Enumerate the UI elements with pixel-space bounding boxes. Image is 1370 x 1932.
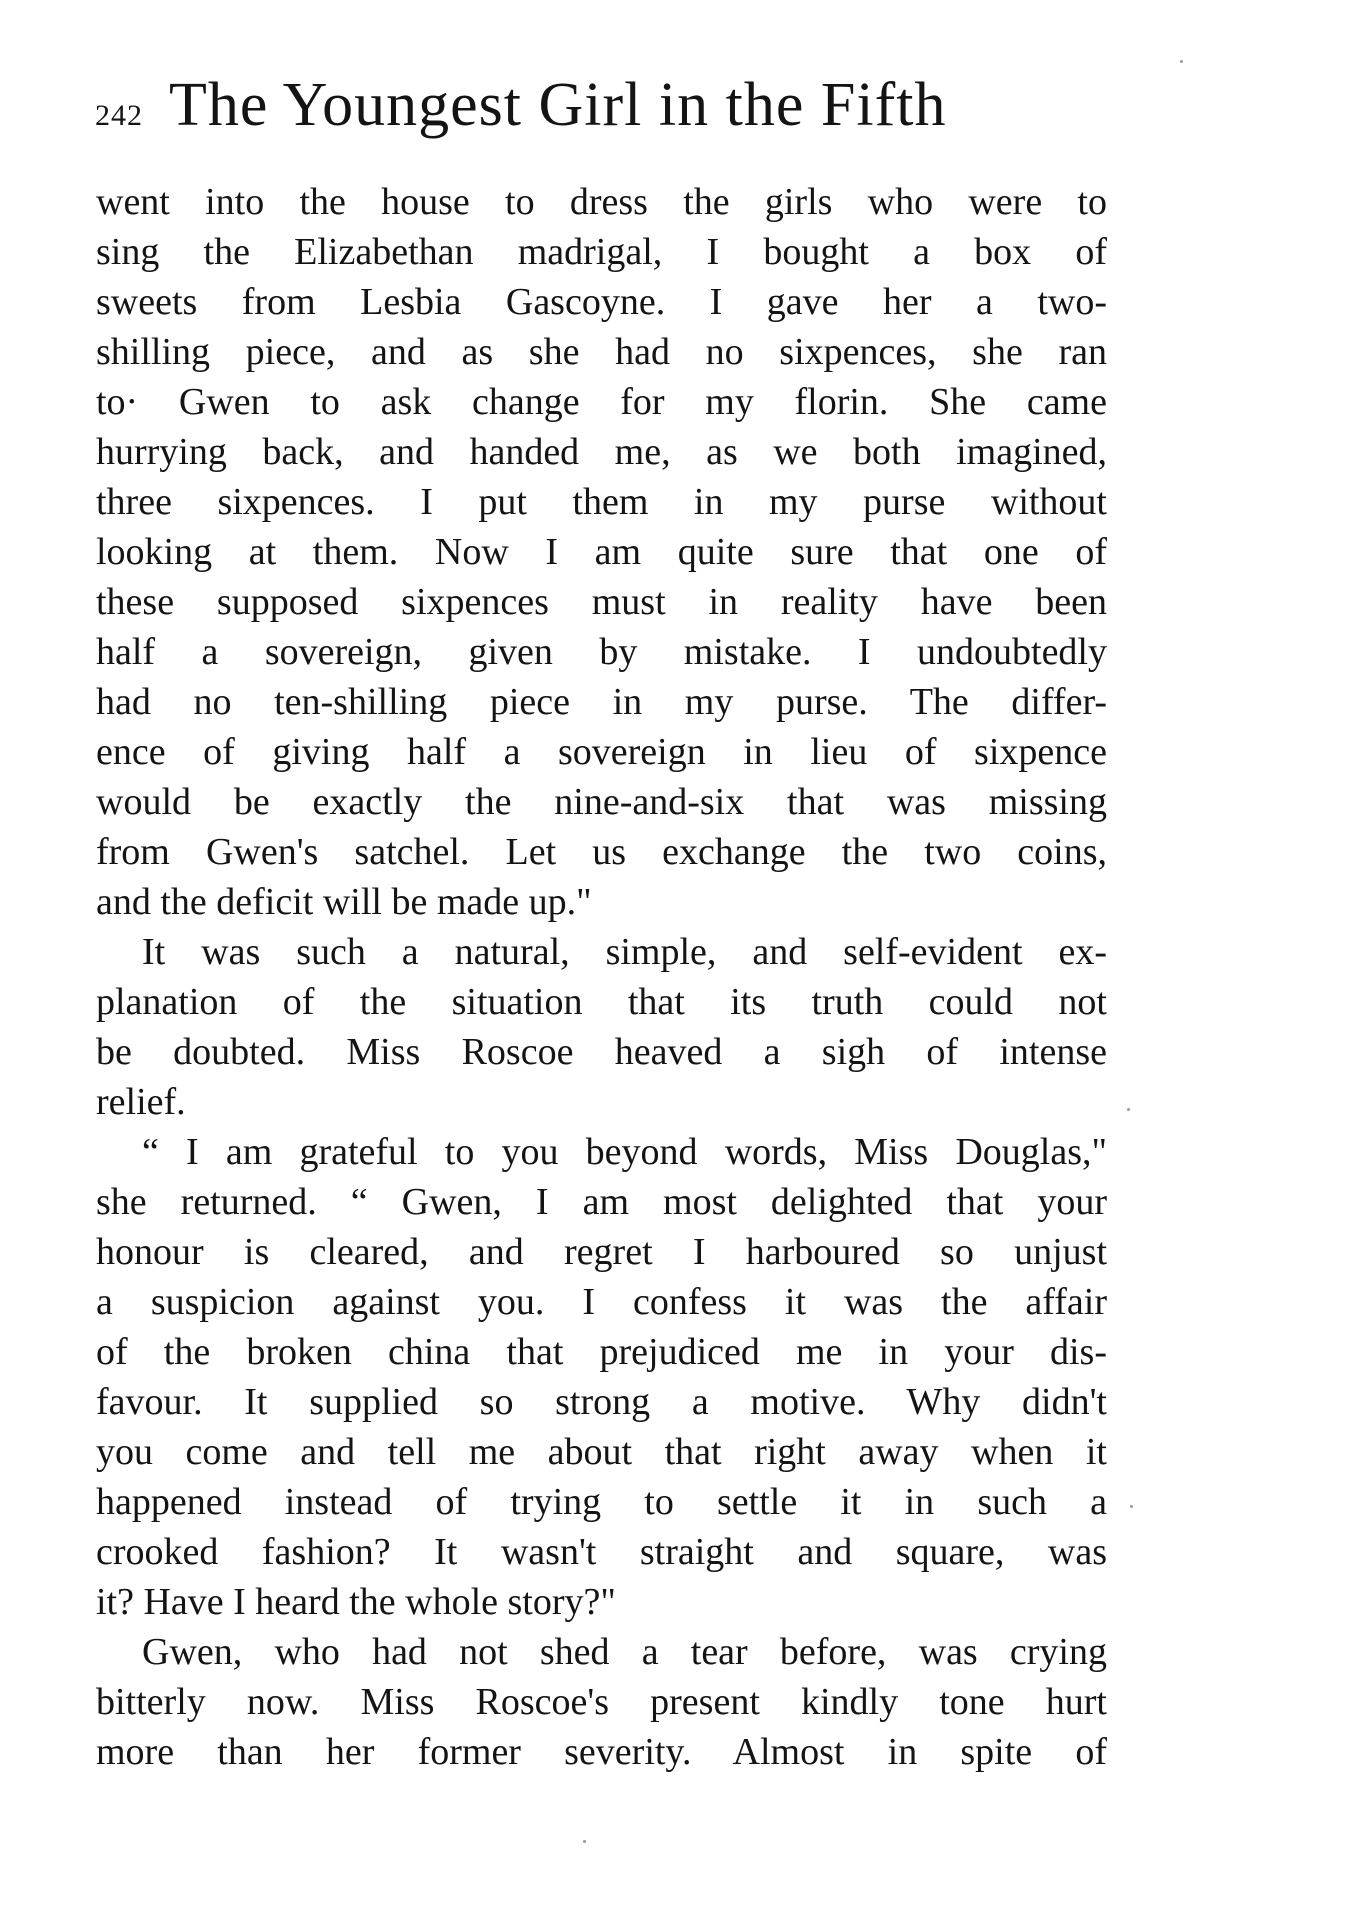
- text-line: from Gwen's satchel. Let us exchange the two coins,: [96, 831, 1107, 873]
- text-line: “ I am grateful to you beyond words, Miss Douglas,": [142, 1131, 1107, 1173]
- text-line: sweets from Lesbia Gascoyne. I gave her a two-: [96, 281, 1107, 323]
- text-line: more than her former severity. Almost in spite of: [96, 1731, 1107, 1773]
- text-line: relief.: [96, 1081, 186, 1123]
- text-line: had no ten-shilling piece in my purse. The differ-: [96, 681, 1107, 723]
- text-line: planation of the situation that its truth could not: [96, 981, 1107, 1023]
- text-line: looking at them. Now I am quite sure that one of: [96, 531, 1107, 573]
- text-line: happened instead of trying to settle it in such a: [96, 1481, 1107, 1523]
- text-line: crooked fashion? It wasn't straight and square, was: [96, 1531, 1107, 1573]
- text-line: bitterly now. Miss Roscoe's present kindly tone hurt: [96, 1681, 1107, 1723]
- text-line: these supposed sixpences must in reality have been: [96, 581, 1107, 623]
- body-text: [96, 177, 1107, 1777]
- text-line: honour is cleared, and regret I harboured so unjust: [96, 1231, 1107, 1273]
- print-speck: [1130, 1505, 1133, 1508]
- text-line: hurrying back, and handed me, as we both imagined,: [96, 431, 1107, 473]
- text-line: she returned. “ Gwen, I am most delighted that your: [96, 1181, 1107, 1223]
- page-header: [95, 70, 1095, 150]
- text-line: sing the Elizabethan madrigal, I bought a box of: [96, 231, 1107, 273]
- text-line: be doubted. Miss Roscoe heaved a sigh of intense: [96, 1031, 1107, 1073]
- text-line: favour. It supplied so strong a motive. Why didn't: [96, 1381, 1107, 1423]
- text-line: Gwen, who had not shed a tear before, was crying: [142, 1631, 1107, 1673]
- text-line: ence of giving half a sovereign in lieu of sixpence: [96, 731, 1107, 773]
- text-line: of the broken china that prejudiced me in your dis-: [96, 1331, 1107, 1373]
- text-line: to· Gwen to ask change for my florin. She came: [96, 381, 1107, 423]
- text-line: would be exactly the nine-and-six that was missing: [96, 781, 1107, 823]
- text-line: went into the house to dress the girls who were to: [96, 181, 1107, 223]
- text-line: you come and tell me about that right away when it: [96, 1431, 1107, 1473]
- print-speck: [583, 1840, 586, 1843]
- text-line: shilling piece, and as she had no sixpences, she ran: [96, 331, 1107, 373]
- text-line: it? Have I heard the whole story?": [96, 1581, 616, 1623]
- text-line: half a sovereign, given by mistake. I undoubtedly: [96, 631, 1107, 673]
- running-title: The Youngest Girl in the Fifth: [169, 71, 947, 139]
- print-speck: [1180, 60, 1183, 63]
- text-line: a suspicion against you. I confess it was the affair: [96, 1281, 1107, 1323]
- text-line: It was such a natural, simple, and self-evident ex-: [142, 931, 1107, 973]
- text-line: three sixpences. I put them in my purse without: [96, 481, 1107, 523]
- print-speck: [1127, 1108, 1130, 1111]
- text-line: and the deficit will be made up.": [96, 881, 592, 923]
- page-number: 242: [95, 99, 143, 132]
